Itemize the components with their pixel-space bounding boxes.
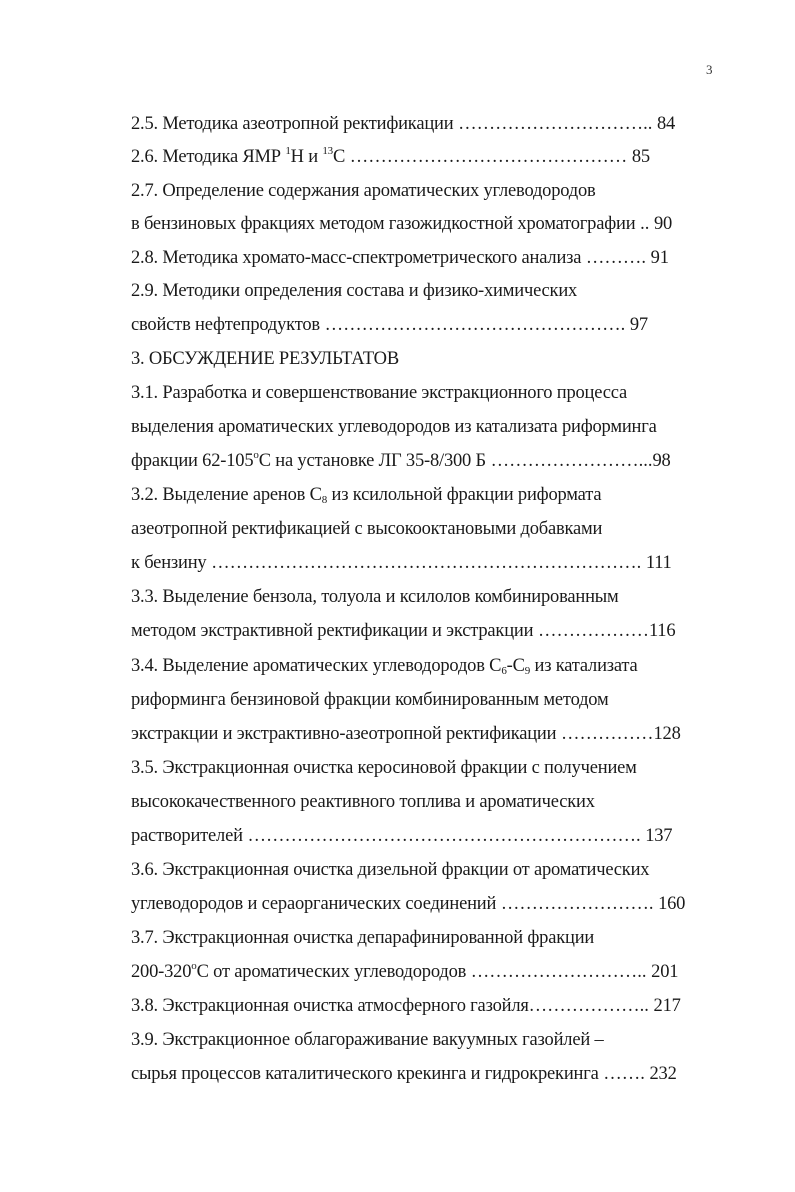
- toc-text: Н и: [290, 147, 323, 167]
- toc-text: фракции 62-105: [131, 451, 254, 471]
- toc-entry: [131, 723, 681, 745]
- toc-entry: [131, 757, 637, 779]
- toc-leader-dots: …………………………………………………………….: [206, 553, 646, 573]
- toc-text: выделения ароматических углеводородов из катализата риформинга: [131, 417, 657, 437]
- toc-text: в бензиновых фракциях методом газожидкостной хроматографии: [131, 214, 636, 234]
- toc-text: 9: [524, 665, 531, 677]
- toc-leader-dots: …………………….: [496, 894, 659, 914]
- toc-entry: [131, 620, 675, 642]
- toc-entry: [131, 586, 619, 608]
- toc-entry: [131, 1029, 604, 1051]
- toc-page-number: 137: [645, 826, 673, 846]
- toc-text: свойств нефтепродуктов: [131, 315, 320, 335]
- toc-page-number: 111: [645, 553, 672, 573]
- toc-text: из катализата: [530, 656, 638, 676]
- toc-page-number: 201: [651, 962, 679, 982]
- page-number: 3: [706, 62, 713, 77]
- toc-text: о: [191, 960, 197, 972]
- toc-text: углеводородов и сераорганических соединений: [131, 894, 497, 914]
- toc-page-number: 84: [656, 114, 676, 134]
- toc-text: 3.3. Выделение бензола, толуола и ксилолов комбинированным: [131, 587, 619, 607]
- toc-text: о: [253, 449, 259, 461]
- toc-entry: [131, 247, 669, 269]
- toc-text: 3.8. Экстракционная очистка атмосферного газойля: [131, 996, 529, 1016]
- toc-leader-dots: ………………: [533, 621, 649, 641]
- toc-text: С от ароматических углеводородов: [196, 962, 467, 982]
- toc-text: 3.9. Экстракционное облагораживание вакуумных газойлей –: [131, 1030, 604, 1050]
- toc-text: 2.8. Методика хромато-масс-спектрометрического анализа: [131, 248, 582, 268]
- toc-entry: [131, 791, 595, 813]
- toc-text: 3.2. Выделение аренов С: [131, 485, 322, 505]
- toc-entry: [131, 314, 648, 336]
- toc-text: 3.6. Экстракционная очистка дизельной фракции от ароматических: [131, 860, 650, 880]
- toc-text: 13: [322, 145, 333, 157]
- toc-entry: [131, 146, 650, 168]
- toc-leader-dots: ..: [635, 214, 654, 234]
- toc-entry: [131, 518, 602, 540]
- toc-entry: [131, 689, 609, 711]
- toc-entry: [131, 1063, 677, 1085]
- toc-text: высококачественного реактивного топлива и ароматических: [131, 792, 595, 812]
- toc-entry: [131, 348, 399, 370]
- toc-leader-dots: ……………: [556, 724, 654, 744]
- toc-entry: [131, 113, 675, 135]
- toc-leader-dots: ………………………………………….: [319, 315, 630, 335]
- toc-entry: [131, 213, 672, 235]
- toc-entry: [131, 552, 672, 574]
- toc-text: сырья процессов каталитического крекинга и гидрокрекинга: [131, 1064, 599, 1084]
- toc-page-number: 128: [653, 724, 681, 744]
- toc-leader-dots: ………………..: [528, 996, 654, 1016]
- toc-text: 1: [285, 145, 291, 157]
- toc-page-number: 98: [652, 451, 671, 471]
- toc-leader-dots: ……………………...: [485, 451, 653, 471]
- toc-entry: [131, 961, 678, 983]
- toc-text: растворителей: [131, 826, 243, 846]
- toc-leader-dots: ……………………………………………………….: [242, 826, 646, 846]
- toc-text: экстракции и экстрактивно-азеотропной ректификации: [131, 724, 557, 744]
- toc-entry: [131, 859, 649, 881]
- toc-leader-dots: ………………………..: [466, 962, 652, 982]
- toc-text: 200-320: [131, 962, 192, 982]
- toc-text: 3.7. Экстракционная очистка депарафинированной фракции: [131, 928, 595, 948]
- toc-text: С: [332, 147, 346, 167]
- toc-text: 3.1. Разработка и совершенствование экстракционного процесса: [131, 383, 627, 403]
- toc-text: азеотропной ректификацией с высокооктановыми добавками: [131, 519, 603, 539]
- toc-text: 2.5. Методика азеотропной ректификации: [131, 114, 454, 134]
- toc-text: -С: [506, 656, 525, 676]
- toc-page-number: 217: [653, 996, 681, 1016]
- toc-leader-dots: …………………………..: [453, 114, 657, 134]
- toc-page-number: 232: [649, 1064, 677, 1084]
- toc-text: 3. ОБСУЖДЕНИЕ РЕЗУЛЬТАТОВ: [131, 349, 399, 369]
- toc-entry: [131, 893, 685, 915]
- toc-entry: [131, 416, 657, 438]
- toc-entry: [131, 825, 672, 847]
- toc-entry: [131, 382, 627, 404]
- toc-text: 2.6. Методика ЯМР: [131, 147, 286, 167]
- toc-entry: [131, 927, 594, 949]
- toc-text: 3.5. Экстракционная очистка керосиновой фракции с получением: [131, 758, 637, 778]
- toc-text: из ксилольной фракции риформата: [327, 485, 602, 505]
- toc-entry: [131, 450, 671, 472]
- toc-text: 8: [321, 494, 328, 506]
- toc-text: 3.4. Выделение ароматических углеводородов С: [131, 656, 502, 676]
- toc-entry: [131, 655, 638, 677]
- toc-text: методом экстрактивной ректификации и экстракции: [131, 621, 534, 641]
- toc-entry: [131, 995, 681, 1017]
- toc-text: 6: [501, 665, 507, 677]
- toc-page-number: 97: [629, 315, 648, 335]
- toc-entry: [131, 180, 596, 202]
- toc-page-number: 85: [631, 147, 650, 167]
- toc-text: к бензину: [131, 553, 207, 573]
- toc-entry: [131, 280, 577, 302]
- toc-text: риформинга бензиновой фракции комбинированным методом: [131, 690, 609, 710]
- toc-leader-dots: ……….: [581, 248, 651, 268]
- toc-leader-dots: ………………………………………: [345, 147, 632, 167]
- toc-page-number: 91: [650, 248, 669, 268]
- toc-page-number: 90: [653, 214, 673, 234]
- toc-page-number: 160: [658, 894, 686, 914]
- toc-page-number: 116: [648, 621, 676, 641]
- toc-text: 2.9. Методики определения состава и физико-химических: [131, 281, 578, 301]
- toc-text: С на установке ЛГ 35-8/300 Б: [258, 451, 486, 471]
- toc-leader-dots: …….: [598, 1064, 650, 1084]
- toc-entry: [131, 484, 601, 506]
- toc-text: 2.7. Определение содержания ароматических углеводородов: [131, 181, 596, 201]
